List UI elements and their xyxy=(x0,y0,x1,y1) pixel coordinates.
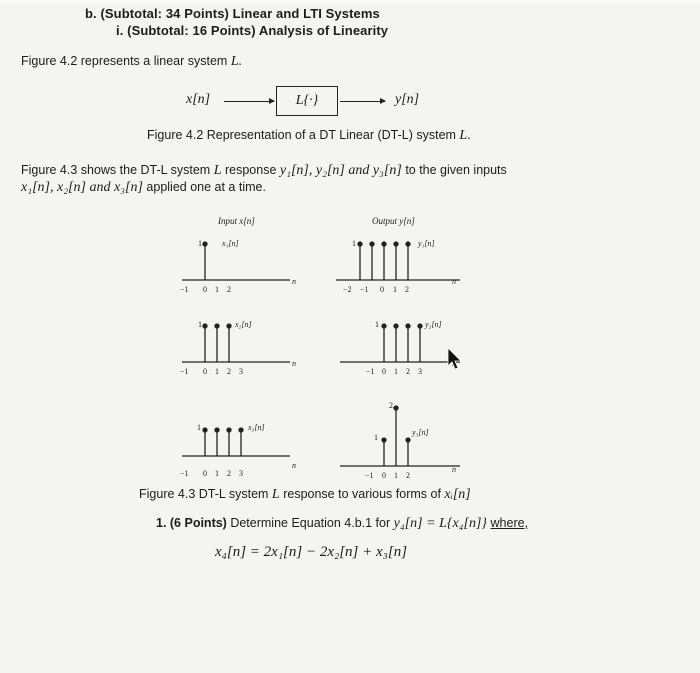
plot-x3 xyxy=(180,423,296,478)
svg-text:1: 1 xyxy=(198,320,202,329)
system-label: L{·} xyxy=(295,93,319,108)
stem-plots xyxy=(160,210,480,480)
svg-text:n: n xyxy=(292,277,296,286)
paragraph-intro: Figure 4.2 represents a linear system L. xyxy=(21,54,243,69)
svg-text:−1: −1 xyxy=(180,367,189,376)
svg-text:1: 1 xyxy=(394,367,398,376)
figure-4-2-caption: Figure 4.2 Representation of a DT Linear (DT-L) system L. xyxy=(147,128,471,143)
svg-text:0: 0 xyxy=(382,367,386,376)
svg-text:y₃[n]: y₃[n] xyxy=(412,428,429,437)
svg-text:y₁[n]: y₁[n] xyxy=(418,239,435,248)
question-item-1: 1. (6 Points) Determine Equation 4.b.1 for y₄[n] = L{x₄[n]} where, xyxy=(156,516,529,531)
svg-text:−1: −1 xyxy=(180,469,189,478)
svg-text:0: 0 xyxy=(382,471,386,480)
svg-text:1: 1 xyxy=(375,320,379,329)
svg-text:1: 1 xyxy=(215,367,219,376)
svg-text:−1: −1 xyxy=(360,285,369,294)
figure-4-3-caption: Figure 4.3 DT-L system L response to various forms of xᵢ[n] xyxy=(139,487,471,502)
svg-text:0: 0 xyxy=(380,285,384,294)
input-column-title: Input x[n] xyxy=(218,216,255,226)
svg-text:1: 1 xyxy=(198,239,202,248)
svg-text:n: n xyxy=(292,359,296,368)
svg-text:n: n xyxy=(452,277,456,286)
svg-text:n: n xyxy=(452,465,456,474)
block-diagram xyxy=(180,84,440,118)
plot-y3 xyxy=(340,401,460,480)
equation-x4: x₄[n] = 2x₁[n] − 2x₂[n] + x₃[n] xyxy=(215,544,408,560)
svg-text:2: 2 xyxy=(227,367,231,376)
svg-text:3: 3 xyxy=(239,367,243,376)
svg-text:n: n xyxy=(292,461,296,470)
section-heading-b: b. (Subtotal: 34 Points) Linear and LTI Systems xyxy=(85,6,380,21)
svg-text:−1: −1 xyxy=(180,285,189,294)
svg-text:−2: −2 xyxy=(343,285,352,294)
block-output-label: y[n] xyxy=(395,92,420,107)
svg-text:−1: −1 xyxy=(366,367,375,376)
subsection-heading-i: i. (Subtotal: 16 Points) Analysis of Linearity xyxy=(116,23,389,38)
figure-4-3 xyxy=(160,210,480,480)
svg-text:1: 1 xyxy=(215,285,219,294)
svg-text:2: 2 xyxy=(406,367,410,376)
svg-text:2: 2 xyxy=(389,401,393,410)
svg-text:0: 0 xyxy=(203,285,207,294)
plot-x1 xyxy=(180,239,296,294)
svg-text:1: 1 xyxy=(197,423,201,432)
svg-text:1: 1 xyxy=(374,433,378,442)
plot-y1 xyxy=(336,239,460,294)
svg-text:0: 0 xyxy=(203,469,207,478)
input-arrow xyxy=(224,101,274,102)
svg-text:2: 2 xyxy=(406,471,410,480)
svg-text:x₁[n]: x₁[n] xyxy=(222,239,239,248)
svg-text:3: 3 xyxy=(239,469,243,478)
svg-text:1: 1 xyxy=(394,471,398,480)
plot-y2 xyxy=(340,320,461,376)
svg-text:2: 2 xyxy=(227,285,231,294)
svg-text:x₃[n]: x₃[n] xyxy=(248,423,265,432)
svg-text:2: 2 xyxy=(405,285,409,294)
output-arrow xyxy=(340,101,385,102)
svg-text:1: 1 xyxy=(393,285,397,294)
mouse-cursor-icon xyxy=(448,348,461,369)
svg-text:−1: −1 xyxy=(365,471,374,480)
svg-text:1: 1 xyxy=(215,469,219,478)
svg-text:x₂[n]: x₂[n] xyxy=(235,320,252,329)
svg-text:1: 1 xyxy=(352,239,356,248)
svg-text:y₂[n]: y₂[n] xyxy=(425,320,442,329)
paragraph-figure-4-3: Figure 4.3 shows the DT-L system L response y₁[n], y₂[n] and y₃[n] to the given inputs x₁[n], x₂[n] and x₃[n] applied one at a time. xyxy=(21,163,507,195)
svg-text:0: 0 xyxy=(203,367,207,376)
svg-text:2: 2 xyxy=(227,469,231,478)
svg-text:3: 3 xyxy=(418,367,422,376)
block-input-label: x[n] xyxy=(186,92,211,107)
system-box xyxy=(276,86,338,116)
output-column-title: Output y[n] xyxy=(372,216,415,226)
plot-x2 xyxy=(180,320,296,376)
